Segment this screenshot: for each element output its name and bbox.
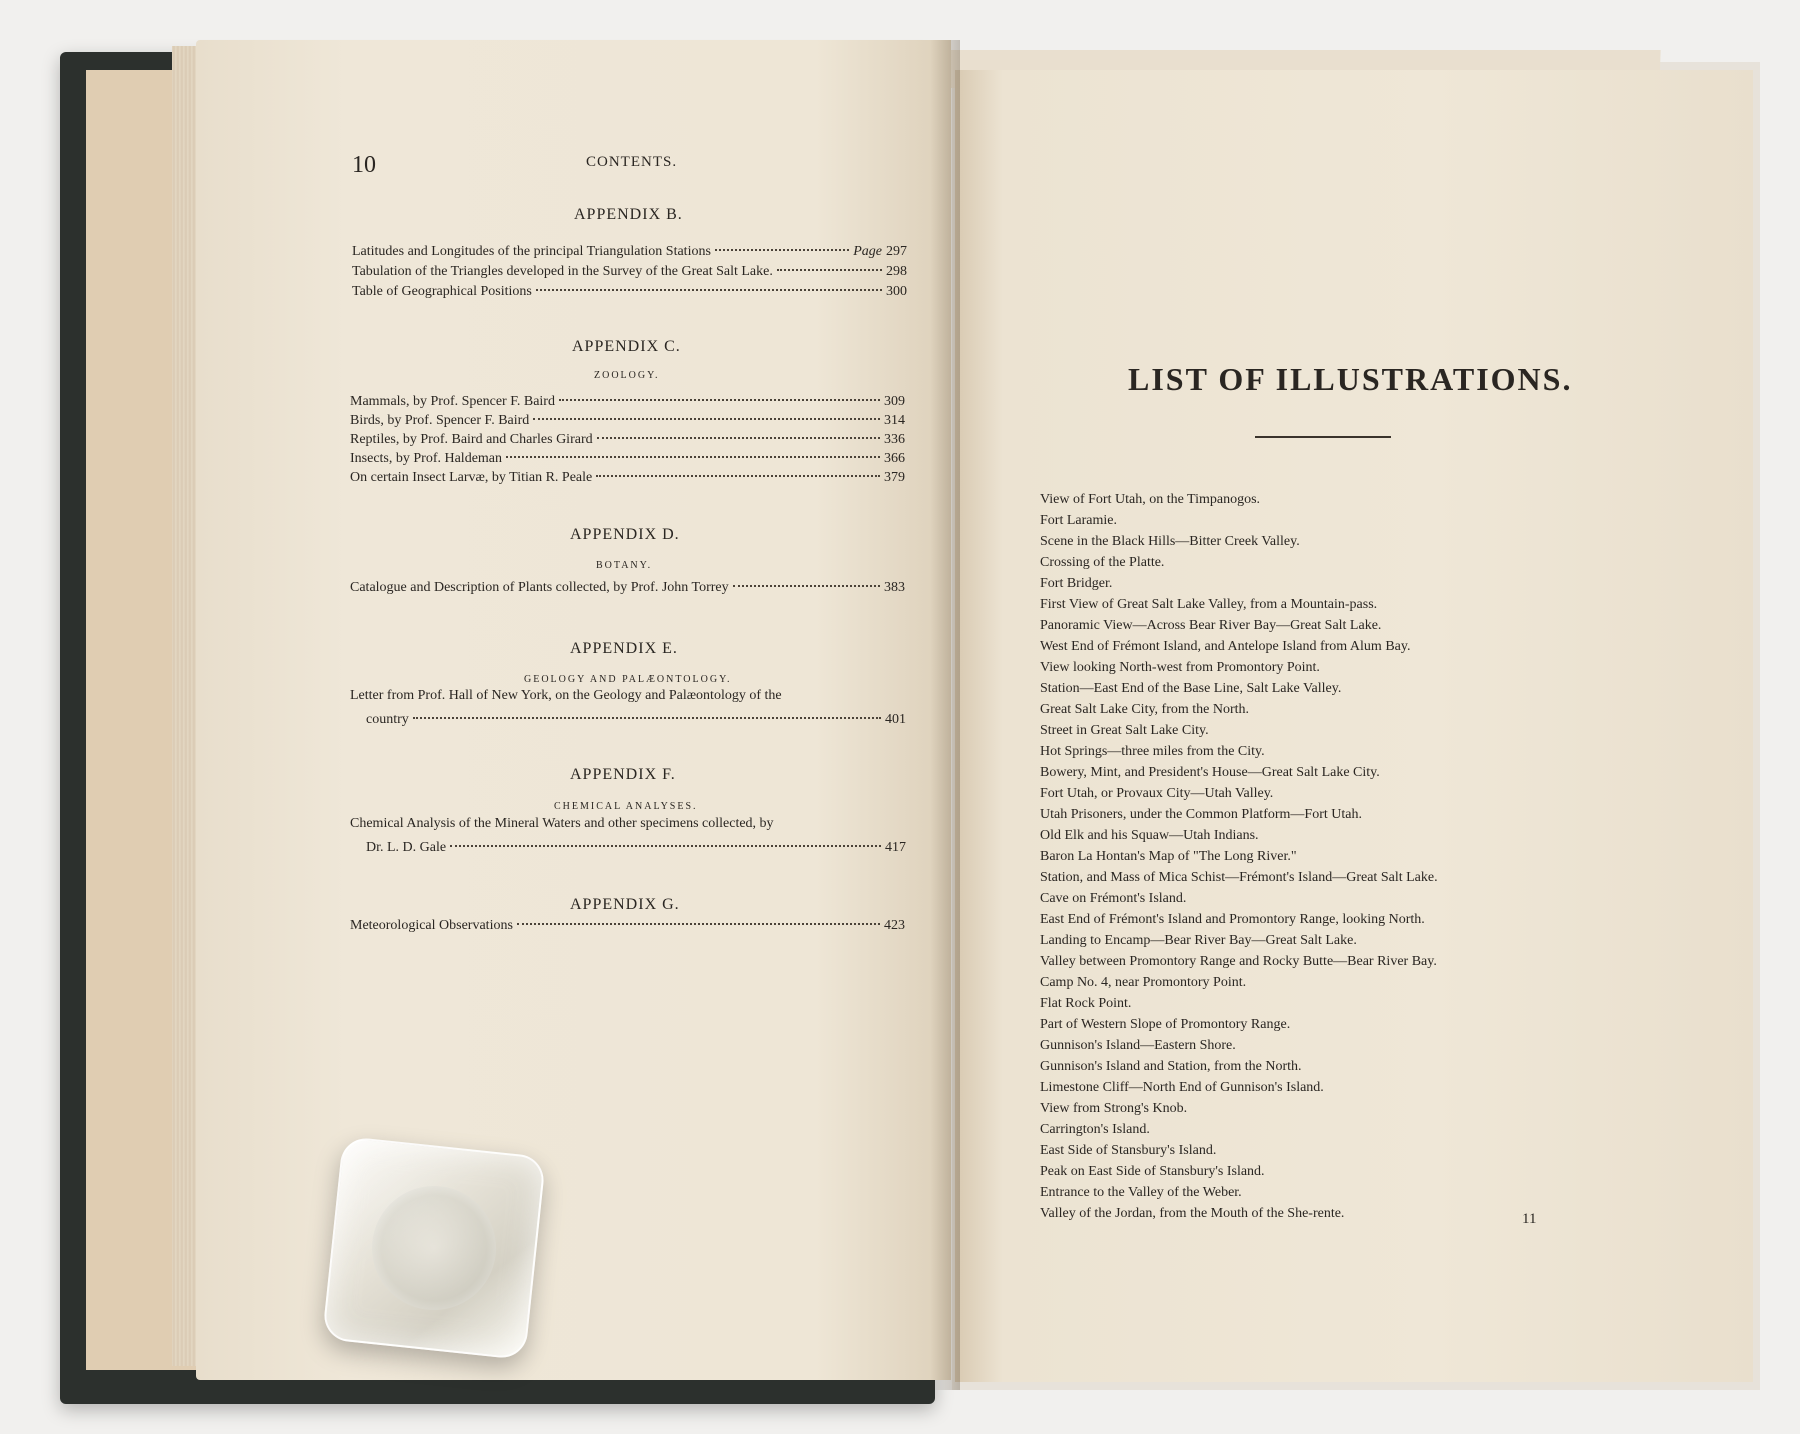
toc-entry-page: 383 [884, 580, 905, 595]
toc-entry-page: 336 [884, 432, 905, 447]
toc-entry-label: Meteorological Observations [350, 918, 513, 933]
leader-dots [715, 249, 849, 251]
paperweight-facet [366, 1180, 502, 1316]
appendix-subheading: GEOLOGY AND PALÆONTOLOGY. [524, 674, 732, 685]
illustration-item: View looking North-west from Promontory Point. [1040, 660, 1320, 675]
illustration-item: Valley between Promontory Range and Rocky Butte—Bear River Bay. [1040, 954, 1437, 969]
appendix-heading: APPENDIX F. [570, 766, 676, 783]
toc-entry [366, 710, 906, 730]
leader-dots [596, 475, 880, 477]
running-head: CONTENTS. [586, 154, 678, 170]
toc-entry-label: Reptiles, by Prof. Baird and Charles Girard [350, 432, 593, 447]
leader-dots [506, 456, 880, 458]
appendix-heading: APPENDIX G. [570, 896, 680, 913]
leader-dots [517, 923, 880, 925]
page-lead: Page [853, 244, 882, 259]
toc-entry-label: On certain Insect Larvæ, by Titian R. Peale [350, 470, 593, 485]
illustration-item: Street in Great Salt Lake City. [1040, 723, 1209, 738]
leader-dots [450, 845, 881, 847]
toc-entry-continuation: Dr. L. D. Gale [366, 840, 447, 855]
leader-dots [536, 289, 882, 291]
leader-dots [559, 399, 880, 401]
illustration-item: Panoramic View—Across Bear River Bay—Great Salt Lake. [1040, 618, 1382, 633]
illustration-item: View of Fort Utah, on the Timpanogos. [1040, 492, 1261, 507]
illustration-item: Bowery, Mint, and President's House—Great Salt Lake City. [1040, 765, 1380, 780]
illustration-item: Old Elk and his Squaw—Utah Indians. [1040, 828, 1259, 843]
spine-shadow [930, 40, 960, 1390]
illustration-item: East Side of Stansbury's Island. [1040, 1143, 1217, 1158]
toc-entry [350, 916, 905, 936]
illustration-item: Carrington's Island. [1040, 1122, 1150, 1137]
toc-entry-page: 423 [884, 918, 905, 933]
toc-entry-label: Tabulation of the Triangles developed in the Survey of the Great Salt Lake. [352, 264, 773, 279]
appendix-heading: APPENDIX D. [570, 526, 680, 543]
toc-entry [352, 242, 907, 262]
list-title: LIST OF ILLUSTRATIONS. [1128, 361, 1573, 397]
toc-entry-label: Insects, by Prof. Haldeman [350, 451, 503, 466]
illustration-item: Limestone Cliff—North End of Gunnison's Island. [1040, 1080, 1324, 1095]
toc-entry [350, 392, 905, 412]
illustration-item: Baron La Hontan's Map of "The Long River." [1040, 849, 1297, 864]
toc-entry-label: Birds, by Prof. Spencer F. Baird [350, 413, 530, 428]
toc-entry-page: 300 [886, 284, 907, 299]
appendix-subheading: ZOOLOGY. [594, 370, 660, 381]
toc-entry [350, 430, 905, 450]
illustration-item: Gunnison's Island—Eastern Shore. [1040, 1038, 1236, 1053]
toc-entry-page: 297 [886, 244, 907, 259]
glass-paperweight [322, 1136, 546, 1360]
illustration-item: Cave on Frémont's Island. [1040, 891, 1187, 906]
illustration-item: West End of Frémont Island, and Antelope Island from Alum Bay. [1040, 639, 1411, 654]
toc-entry [350, 449, 905, 469]
leader-dots [777, 269, 882, 271]
toc-entry-page: 417 [885, 840, 906, 855]
illustration-item: Scene in the Black Hills—Bitter Creek Valley. [1040, 534, 1300, 549]
leader-dots [413, 717, 881, 719]
leader-dots [597, 437, 880, 439]
illustration-item: Station—East End of the Base Line, Salt Lake Valley. [1040, 681, 1342, 696]
illustration-item: Station, and Mass of Mica Schist—Frémont's Island—Great Salt Lake. [1040, 870, 1438, 885]
toc-entry [350, 411, 905, 431]
toc-entry [350, 468, 905, 488]
appendix-heading: APPENDIX C. [572, 338, 681, 355]
illustration-item: Utah Prisoners, under the Common Platform—Fort Utah. [1040, 807, 1362, 822]
toc-entry-page: 314 [884, 413, 905, 428]
appendix-heading: APPENDIX B. [574, 206, 683, 223]
toc-entry-label: Mammals, by Prof. Spencer F. Baird [350, 394, 555, 409]
title-rule [1255, 436, 1391, 438]
toc-entry [350, 578, 905, 598]
left-page-number: 10 [352, 152, 376, 178]
toc-entry-page: 366 [884, 451, 905, 466]
toc-entry-page: 379 [884, 470, 905, 485]
illustration-item: First View of Great Salt Lake Valley, from a Mountain-pass. [1040, 597, 1378, 612]
illustration-item: Landing to Encamp—Bear River Bay—Great Salt Lake. [1040, 933, 1357, 948]
illustration-item: Hot Springs—three miles from the City. [1040, 744, 1265, 759]
toc-entry-label: Chemical Analysis of the Mineral Waters and other specimens collected, by [350, 816, 774, 831]
illustration-item: Flat Rock Point. [1040, 996, 1132, 1011]
toc-entry-label: Table of Geographical Positions [352, 284, 532, 299]
illustration-item: Fort Laramie. [1040, 513, 1117, 528]
toc-entry [352, 282, 907, 302]
appendix-subheading: BOTANY. [596, 560, 653, 571]
illustration-item: Camp No. 4, near Promontory Point. [1040, 975, 1247, 990]
right-page-number: 11 [1522, 1211, 1537, 1227]
toc-entry-page: 309 [884, 394, 905, 409]
toc-entry-label: Letter from Prof. Hall of New York, on the Geology and Palæontology of the [350, 688, 782, 703]
illustration-item: Great Salt Lake City, from the North. [1040, 702, 1250, 717]
illustration-item: Gunnison's Island and Station, from the North. [1040, 1059, 1302, 1074]
illustration-item: East End of Frémont's Island and Promontory Range, looking North. [1040, 912, 1425, 927]
appendix-subheading: CHEMICAL ANALYSES. [554, 801, 698, 812]
illustration-item: View from Strong's Knob. [1040, 1101, 1188, 1116]
toc-entry [366, 838, 906, 858]
illustration-item: Fort Utah, or Provaux City—Utah Valley. [1040, 786, 1274, 801]
illustration-item: Fort Bridger. [1040, 576, 1113, 591]
illustration-item: Valley of the Jordan, from the Mouth of the She-rente. [1040, 1206, 1345, 1221]
illustration-item: Crossing of the Platte. [1040, 555, 1165, 570]
illustration-item: Entrance to the Valley of the Weber. [1040, 1185, 1242, 1200]
leader-dots [533, 418, 880, 420]
illustration-item: Part of Western Slope of Promontory Range. [1040, 1017, 1291, 1032]
leader-dots [733, 585, 880, 587]
toc-entry [352, 262, 907, 282]
toc-entry-page: 298 [886, 264, 907, 279]
toc-entry-label: Catalogue and Description of Plants collected, by Prof. John Torrey [350, 580, 729, 595]
toc-entry-label: Latitudes and Longitudes of the principal Triangulation Stations [352, 244, 711, 259]
appendix-heading: APPENDIX E. [570, 640, 678, 657]
illustration-item: Peak on East Side of Stansbury's Island. [1040, 1164, 1265, 1179]
toc-entry-page: 401 [885, 712, 906, 727]
toc-entry-continuation: country [366, 712, 409, 727]
